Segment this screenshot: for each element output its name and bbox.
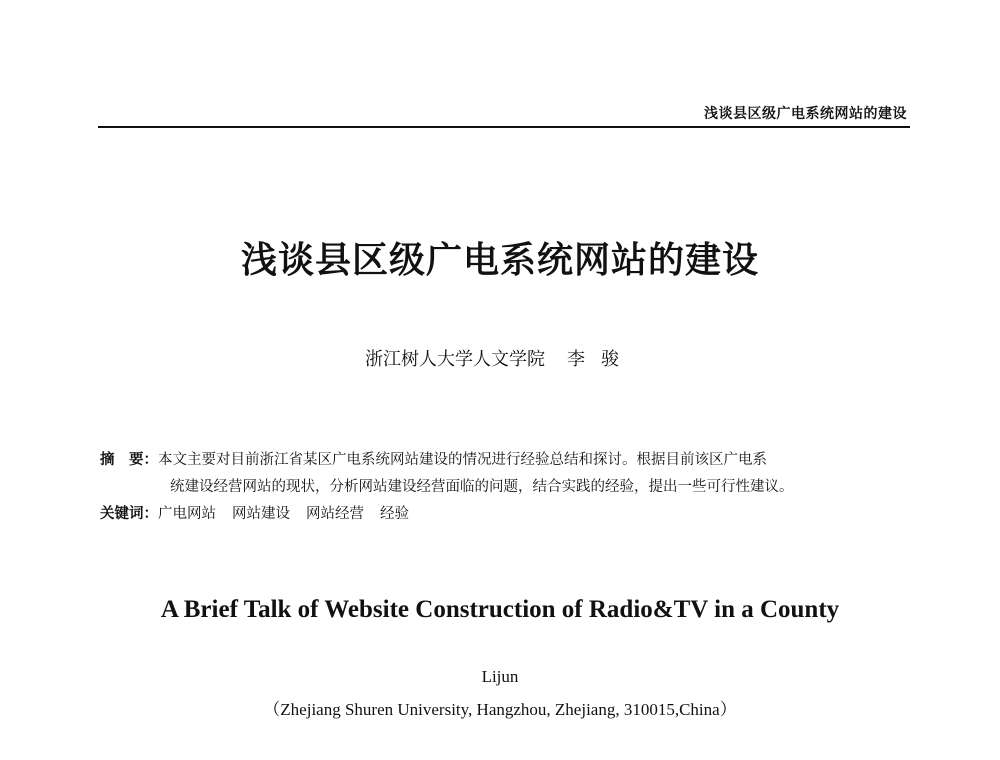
abstract-text-line-2: 统建设经营网站的现状，分析网站建设经营面临的问题，结合实践的经验，提出一些可行性建议。 [170,479,794,495]
keyword-item: 网站经营 [306,506,364,522]
english-title: A Brief Talk of Website Construction of Radio&TV in a County [160,596,840,623]
keywords-label: 关键词： [100,506,158,522]
author-affiliation-line [0,345,1000,371]
keyword-item: 广电网站 [158,506,216,522]
header-rule [98,126,910,128]
keyword-item: 经验 [380,506,409,522]
author-cn: 李骏 [567,349,635,370]
running-header: 浅谈县区级广电系统网站的建设 [704,106,907,122]
affiliation-cn: 浙江树人大学人文学院 [365,349,545,370]
keyword-item: 网站建设 [232,506,290,522]
abstract-label: 摘 要： [100,452,158,468]
english-author: Lijun [481,667,519,686]
english-affiliation: （Zhejiang Shuren University, Hangzhou, Zhejiang, 310015,China） [263,700,737,719]
abstract-text-line-1: 本文主要对目前浙江省某区广电系统网站建设的情况进行经验总结和探讨。根据目前该区广电系 [158,452,767,468]
page-title: 浅谈县区级广电系统网站的建设 [240,239,759,281]
keywords-line [100,501,915,528]
abstract-first-line [100,447,915,474]
abstract-block [100,447,915,528]
